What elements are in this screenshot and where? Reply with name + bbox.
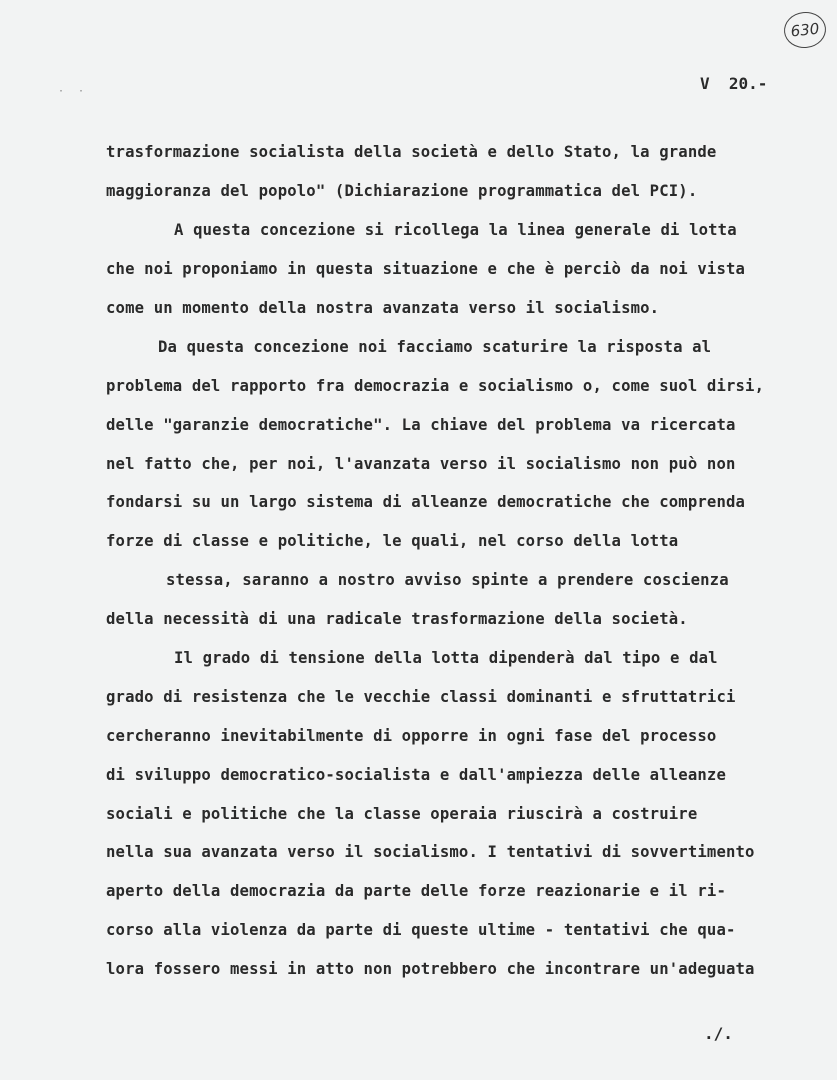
scan-speck: · · [58,86,89,97]
text-line: nel fatto che, per noi, l'avanzata verso il socialismo non può non [106,455,736,473]
text-line: maggioranza del popolo" (Dichiarazione programmatica del PCI). [106,182,698,200]
text-line: corso alla violenza da parte di queste ultime - tentativi che qua- [106,921,736,939]
text-line: della necessità di una radicale trasformazione della società. [106,610,688,628]
text-line: stessa, saranno a nostro avviso spinte a prendere coscienza [166,571,729,589]
text-line: fondarsi su un largo sistema di alleanze democratiche che comprenda [106,493,746,511]
text-line: nella sua avanzata verso il socialismo. I tentativi di sovvertimento [106,843,755,861]
page-number: V 20.- [700,74,768,93]
continuation-mark: ./. [704,1024,733,1043]
text-line: grado di resistenza che le vecchie classi dominanti e sfruttatrici [106,688,736,706]
text-line: problema del rapporto fra democrazia e socialismo o, come suol dirsi, [106,377,765,395]
text-line: aperto della democrazia da parte delle forze reazionarie e il ri- [106,882,726,900]
text-line: sociali e politiche che la classe operaia riuscirà a costruire [106,805,698,823]
text-line: che noi proponiamo in questa situazione e che è perciò da noi vista [106,260,746,278]
text-line: cercheranno inevitabilmente di opporre in ogni fase del processo [106,727,717,745]
text-line: Il grado di tensione della lotta dipenderà dal tipo e dal [174,649,718,667]
text-line: delle "garanzie democratiche". La chiave del problema va ricercata [106,416,736,434]
text-line: lora fossero messi in atto non potrebbero che incontrare un'adeguata [106,960,755,978]
archive-number-stamp: 630 [782,10,828,50]
text-line: A questa concezione si ricollega la linea generale di lotta [174,221,737,239]
text-line: Da questa concezione noi facciamo scaturire la risposta al [158,338,712,356]
text-line: trasformazione socialista della società e dello Stato, la grande [106,143,717,161]
text-line: forze di classe e politiche, le quali, nel corso della lotta [106,532,679,550]
text-line: come un momento della nostra avanzata verso il socialismo. [106,299,660,317]
text-line: di sviluppo democratico-socialista e dall'ampiezza delle alleanze [106,766,726,784]
